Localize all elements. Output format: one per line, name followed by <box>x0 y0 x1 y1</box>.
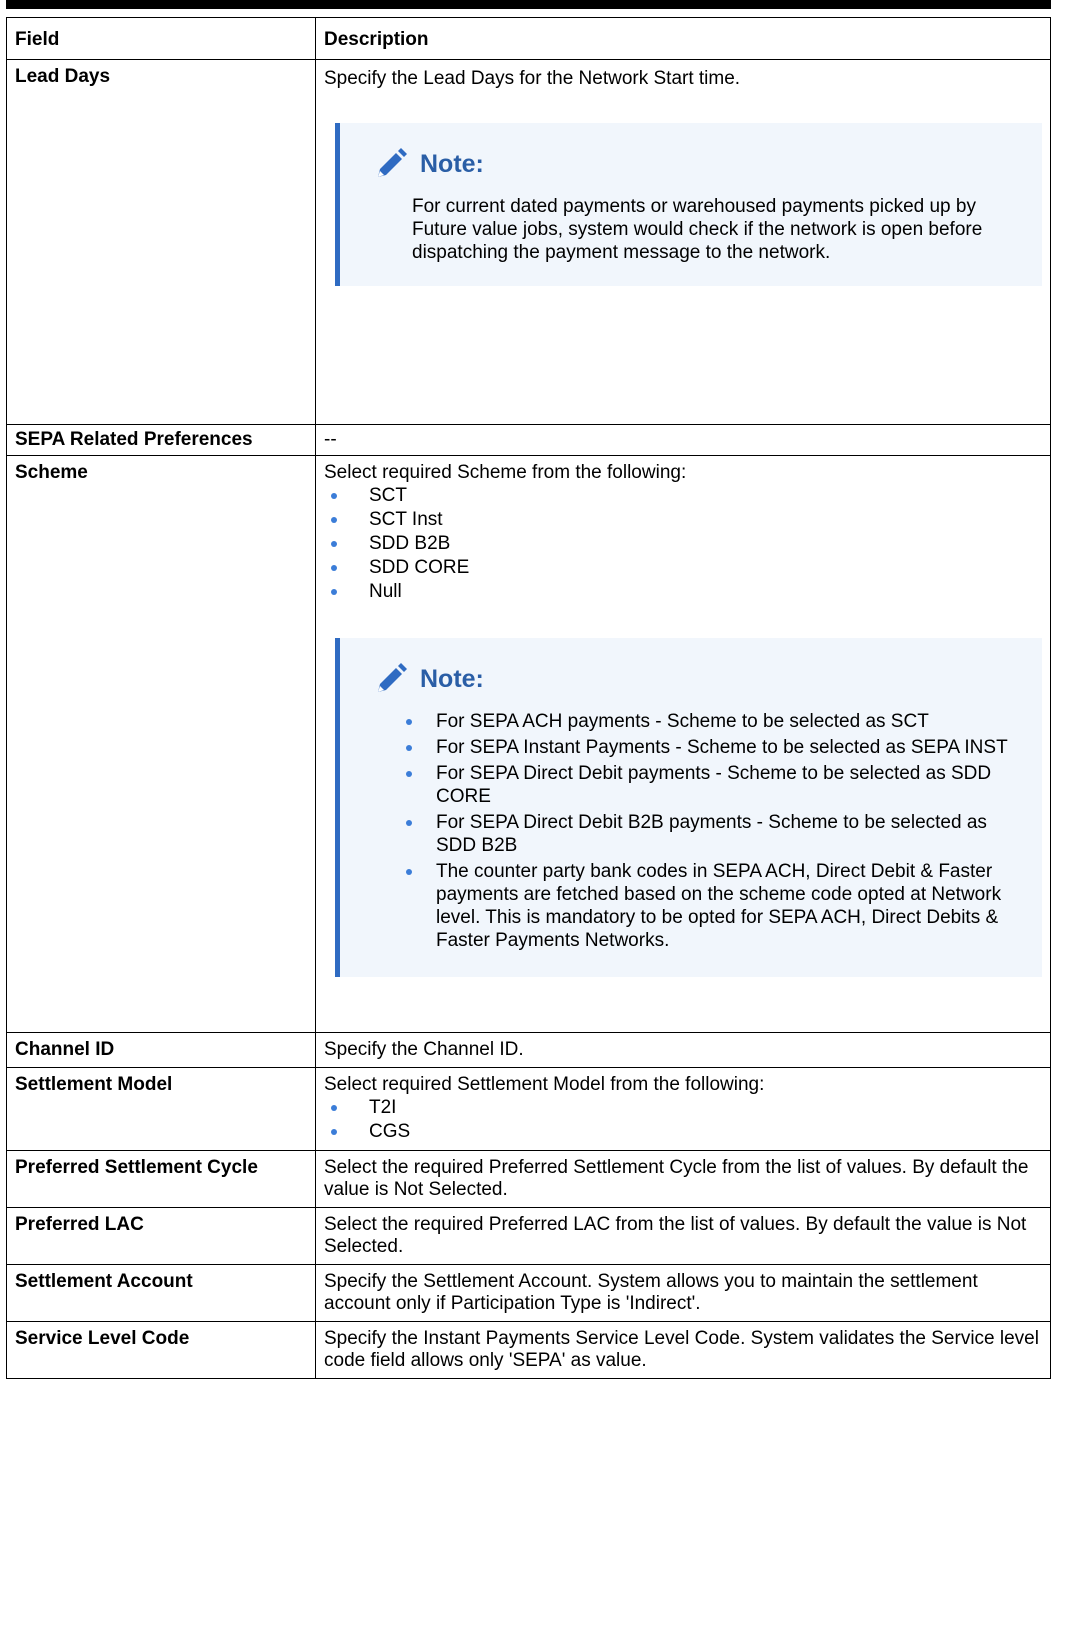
list-item: SCT Inst <box>324 508 1042 532</box>
header-description: Description <box>316 18 1051 60</box>
field-name: Service Level Code <box>7 1322 316 1379</box>
description-text: Select required Settlement Model from the following: <box>324 1074 765 1095</box>
field-description <box>316 60 1051 425</box>
field-name: Preferred Settlement Cycle <box>7 1151 316 1208</box>
field-name: Channel ID <box>7 1033 316 1068</box>
note-header <box>374 147 1018 181</box>
bullet-dot <box>406 820 412 826</box>
top-rule <box>6 0 1051 9</box>
note-body: For current dated payments or warehoused payments picked up by Future value jobs, system would check if the network is open before dispatching the payment message to the network. <box>412 196 983 263</box>
table-row <box>7 425 1051 456</box>
bullet-dot <box>331 517 337 523</box>
list-item: For SEPA Direct Debit B2B payments - Scheme to be selected as SDD B2B <box>392 811 1008 857</box>
field-name: Lead Days <box>7 60 316 425</box>
field-description <box>316 456 1051 1033</box>
bullet-dot <box>406 719 412 725</box>
field-name: SEPA Related Preferences <box>7 425 316 456</box>
pencil-icon <box>374 147 408 181</box>
settlement-model-options <box>324 1096 1042 1144</box>
bullet-dot <box>331 1105 337 1111</box>
description-text: Select required Scheme from the following: <box>324 462 687 483</box>
table-header-row <box>7 18 1051 60</box>
bullet-dot <box>331 589 337 595</box>
table-row <box>7 1322 1051 1379</box>
list-item: For SEPA ACH payments - Scheme to be selected as SCT <box>392 710 1008 733</box>
field-description <box>316 1068 1051 1151</box>
note-list <box>392 710 1008 952</box>
table-row <box>7 1265 1051 1322</box>
table-row <box>7 1033 1051 1068</box>
field-description: Select the required Preferred LAC from the list of values. By default the value is Not Selected. <box>316 1208 1051 1265</box>
field-description: Specify the Instant Payments Service Level Code. System validates the Service level code field allows only 'SEPA' as value. <box>316 1322 1051 1379</box>
note-box <box>335 638 1042 977</box>
bullet-dot <box>406 771 412 777</box>
list-item: SDD B2B <box>324 532 1042 556</box>
field-name: Preferred LAC <box>7 1208 316 1265</box>
table-row <box>7 1151 1051 1208</box>
list-item: For SEPA Direct Debit payments - Scheme to be selected as SDD CORE <box>392 762 1008 808</box>
list-item: SCT <box>324 484 1042 508</box>
field-name: Settlement Account <box>7 1265 316 1322</box>
pencil-icon <box>374 662 408 696</box>
table-row <box>7 456 1051 1033</box>
bullet-dot <box>331 1129 337 1135</box>
table-row <box>7 1068 1051 1151</box>
note-box <box>335 123 1042 286</box>
field-description: Select the required Preferred Settlement Cycle from the list of values. By default the value is Not Selected. <box>316 1151 1051 1208</box>
list-item: The counter party bank codes in SEPA ACH, Direct Debit & Faster payments are fetched based on the scheme code opted at Network level. This is mandatory to be opted for SEPA ACH, Direct Debits & Faster Payments Networks. <box>392 860 1008 952</box>
list-item: Null <box>324 580 1042 604</box>
bullet-dot <box>331 565 337 571</box>
field-name: Settlement Model <box>7 1068 316 1151</box>
note-title: Note: <box>420 150 484 178</box>
header-field: Field <box>7 18 316 60</box>
bullet-dot <box>331 541 337 547</box>
list-item: For SEPA Instant Payments - Scheme to be selected as SEPA INST <box>392 736 1008 759</box>
field-name: Scheme <box>7 456 316 1033</box>
list-item: SDD CORE <box>324 556 1042 580</box>
description-text: Specify the Lead Days for the Network Start time. <box>324 68 741 89</box>
bullet-dot <box>406 869 412 875</box>
note-header <box>374 662 1018 696</box>
scheme-options <box>324 484 1042 604</box>
field-description: Specify the Channel ID. <box>316 1033 1051 1068</box>
list-item: CGS <box>324 1120 1042 1144</box>
bullet-dot <box>331 493 337 499</box>
table-row <box>7 60 1051 425</box>
note-title: Note: <box>420 665 484 693</box>
table-row <box>7 1208 1051 1265</box>
field-description: Specify the Settlement Account. System allows you to maintain the settlement account only if Participation Type is 'Indirect'. <box>316 1265 1051 1322</box>
list-item: T2I <box>324 1096 1042 1120</box>
note-body <box>374 710 1018 952</box>
bullet-dot <box>406 745 412 751</box>
field-description: -- <box>316 425 1051 456</box>
field-description-table <box>6 17 1051 1379</box>
